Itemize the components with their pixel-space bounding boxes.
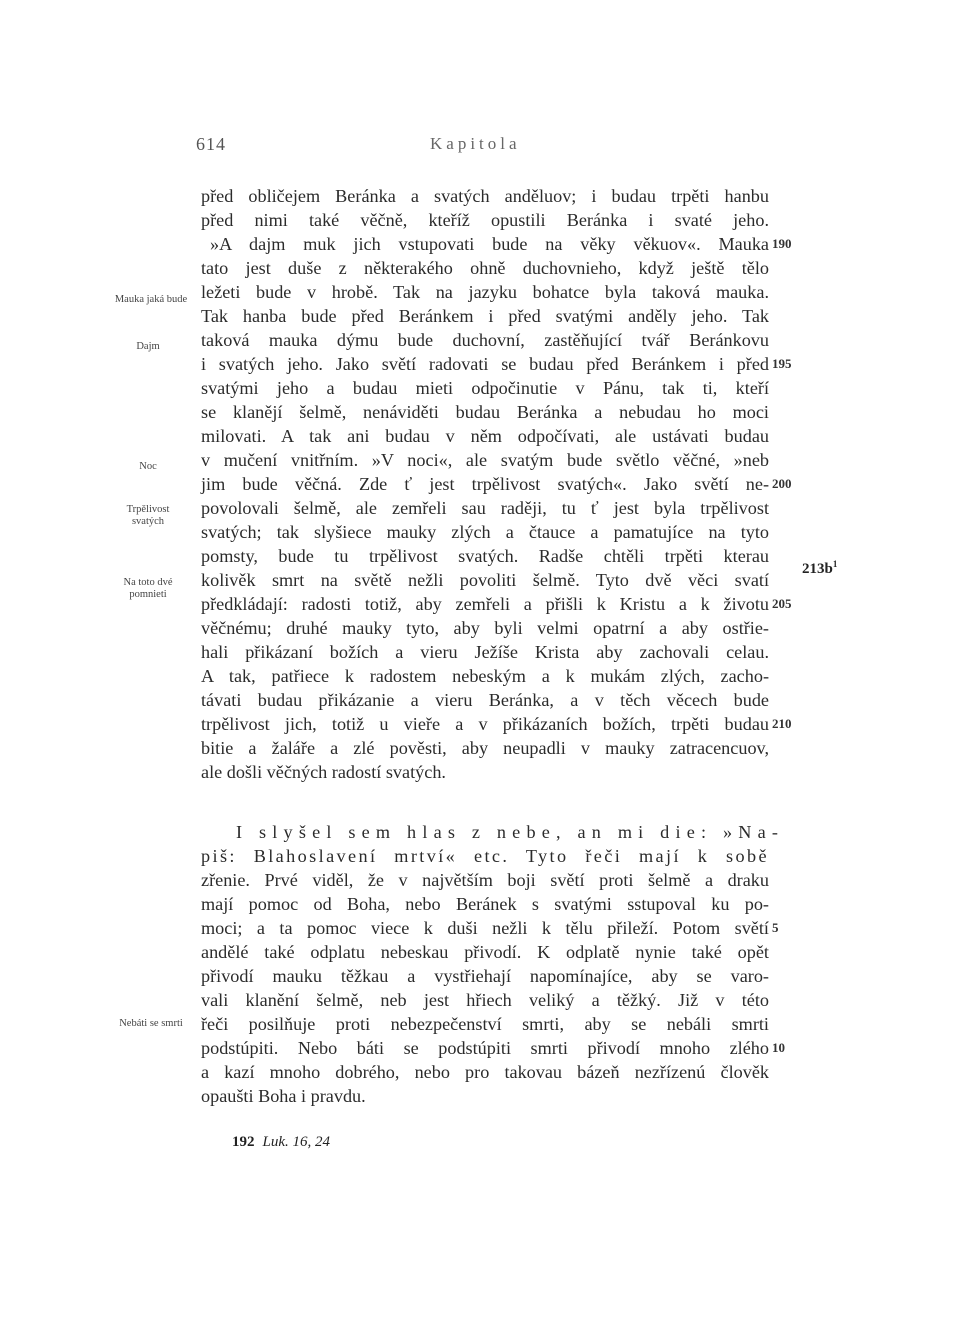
text-line: trpělivost jich, totiž u vieře a v přikázaních božích, trpěti budau: [201, 714, 769, 734]
footnote-number: 192: [232, 1134, 255, 1150]
text-line: Tak hanba bude před Beránkem i před svatými anděly jeho. Tak: [201, 306, 769, 326]
text-line: se klanějí šelmě, nenáviděti budau Beránka a nebudau ho moci: [201, 402, 769, 422]
margin-note: Dajm: [136, 341, 160, 352]
line-number: 195: [772, 356, 792, 371]
folio-marker: [802, 552, 837, 581]
page-number: 614: [196, 134, 226, 154]
text-line: vali klanění šelmě, neb jest hřiech veliký a těžký. Již v této: [201, 990, 769, 1010]
line-number: 200: [772, 476, 792, 491]
margin-note: Na toto dvé pomnieti: [123, 577, 173, 600]
text-line: bitie a žaláře a zlé pověsti, aby neupadli v mauky zatracencuov,: [201, 738, 769, 758]
running-head: Kapitola: [430, 134, 521, 153]
text-line: i svatých jeho. Jako světí radovati se budau před Beránkem i před: [201, 354, 769, 374]
text-line: předkládají: radosti totiž, aby zemřeli a přišli k Kristu a k životu: [201, 594, 769, 614]
folio-marker-sup: 1: [832, 559, 838, 569]
line-number: 190: [772, 236, 792, 251]
text-line: opaušti Boha i pravdu.: [201, 1086, 366, 1106]
text-line: svatých; tak slyšiece mauky zlých a čtauce a pamatujíce na tyto: [201, 522, 769, 542]
text-line: přivodí mauku těžkau a vystřiehají napomínajíce, aby se varo-: [201, 966, 769, 986]
text-line: ale došli věčných radostí svatých.: [201, 762, 446, 782]
text-line: povolovali šelmě, ale zemřeli sau raději, tu ť jest byla trpělivost: [201, 498, 769, 518]
line-number: 210: [772, 716, 792, 731]
line-number: 10: [772, 1040, 785, 1055]
footnote: [232, 1131, 330, 1153]
folio-marker-main: 213b: [802, 561, 833, 577]
text-line: hali přikázaní božích a vieru Ježíše Krista aby zachovali celau.: [201, 642, 769, 662]
text-line: před obličejem Beránka a svatých anděluov; i budau trpěti hanbu: [201, 186, 769, 206]
text-line: piš: Blahoslavení mrtví« etc. Tyto řeči mají k sobě: [201, 846, 769, 866]
text-line: milovati. A tak ani budau v něm odpočívati, ale ustávati budau: [201, 426, 769, 446]
text-line: jim bude věčná. Zde ť jest trpělivost svatých«. Jako světí ne-: [201, 474, 769, 494]
margin-note: Trpělivost svatých: [126, 504, 170, 527]
text-line: v mučení vnitřním. »V noci«, ale svatým bude světlo věčné, »neb: [201, 450, 769, 470]
text-line: věčnému; druhé mauky tyto, aby byli velmi opatrní a aby ostřie-: [201, 618, 769, 638]
text-line: moci; a ta pomoc viece k duši nežli k tělu přileží. Potom světí: [201, 918, 769, 938]
text-line: I slyšel sem hlas z nebe, an mi die: »Na-: [236, 822, 785, 842]
text-line: podstúpiti. Nebo báti se podstúpiti smrti přivodí mnoho zlého: [201, 1038, 769, 1058]
text-line: mají pomoc od Boha, nebo Beránek s svatými sstupoval ku po-: [201, 894, 769, 914]
margin-note: Mauka jaká bude: [114, 294, 188, 305]
line-number: 5: [772, 920, 779, 935]
text-line: ležeti bude v hrobě. Tak na jazyku bohatce byla taková mauka.: [201, 282, 769, 302]
text-line: svatými jeho a budau mieti odpočinutie v Pánu, tak ti, kteří: [201, 378, 769, 398]
text-line: před nimi také věčně, kteříž opustili Beránka i svaté jeho.: [201, 210, 769, 230]
line-number: 205: [772, 596, 792, 611]
text-line: řeči posilňuje proti nebezpečenství smrti, aby se nebáli smrti: [201, 1014, 769, 1034]
text-line: A tak, patřiece k radostem nebeským a k mukám zlých, zacho-: [201, 666, 769, 686]
text-line: a kazí mnoho dobrého, nebo pro takovau bázeň nezřízenú člověk: [201, 1062, 769, 1082]
text-line: taková mauka dýmu bude duchovní, zastěňující tvář Beránkovu: [201, 330, 769, 350]
margin-note: Nebáti se smrti: [119, 1018, 183, 1029]
footnote-reference: Luk. 16, 24: [262, 1134, 330, 1150]
text-line: »A dajm muk jich vstupovati bude na věky věkuov«. Mauka: [210, 234, 769, 254]
margin-note: Noc: [139, 461, 157, 472]
text-line: zřenie. Prvé viděl, že v najvětším boji světí proti šelmě a draku: [201, 870, 769, 890]
text-line: kolivěk smrt na světě nežli povoliti šelmě. Tyto dvě věci svatí: [201, 570, 769, 590]
text-line: távati budau přikázanie a vieru Beránka, a v těch věcech bude: [201, 690, 769, 710]
text-line: pomsty, bude tu trpělivost svatých. Radše chtěli trpěti kterau: [201, 546, 769, 566]
text-line: tato jest duše z některakého ohně duchovnieho, když ještě tělo: [201, 258, 769, 278]
text-line: andělé také odplatu nebeskau přivodí. K odplatě nynie také opět: [201, 942, 769, 962]
